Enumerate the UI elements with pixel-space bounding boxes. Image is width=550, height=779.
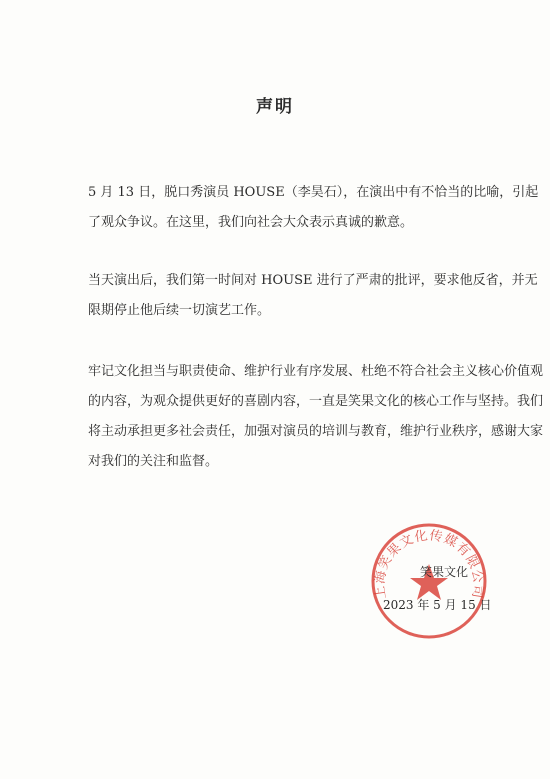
company-seal-stamp [368, 520, 490, 642]
document-title: 声明 [256, 97, 294, 117]
paragraph-line: 5 月 13 日，脱口秀演员 HOUSE（李昊石），在演出中有不恰当的比喻，引起 [88, 185, 539, 200]
paragraph-line: 的内容，为观众提供更好的喜剧内容，一直是笑果文化的核心工作与坚持。我们 [88, 394, 544, 409]
signature: 笑果文化 [420, 565, 469, 579]
paragraph-line: 牢记文化担当与职责使命、维护行业有序发展、杜绝不符合社会主义核心价值观 [88, 364, 544, 379]
date: 2023 年 5 月 15 日 [383, 598, 492, 612]
paragraph-2 [88, 266, 538, 326]
paragraph-line: 限期停止他后续一切演艺工作。 [88, 303, 271, 318]
seal-text: 上海笑果文化传媒有限公司 [372, 528, 486, 600]
paragraph-line: 当天演出后，我们第一时间对 HOUSE 进行了严肃的批评，要求他反省，并无 [88, 273, 538, 288]
paragraph-3 [88, 357, 544, 477]
paragraph-1 [88, 178, 539, 238]
paragraph-line: 对我们的关注和监督。 [88, 454, 219, 469]
paragraph-line: 了观众争议。在这里，我们向社会大众表示真诚的歉意。 [88, 215, 414, 230]
paragraph-line: 将主动承担更多社会责任，加强对演员的培训与教育，维护行业秩序，感谢大家 [88, 424, 544, 439]
